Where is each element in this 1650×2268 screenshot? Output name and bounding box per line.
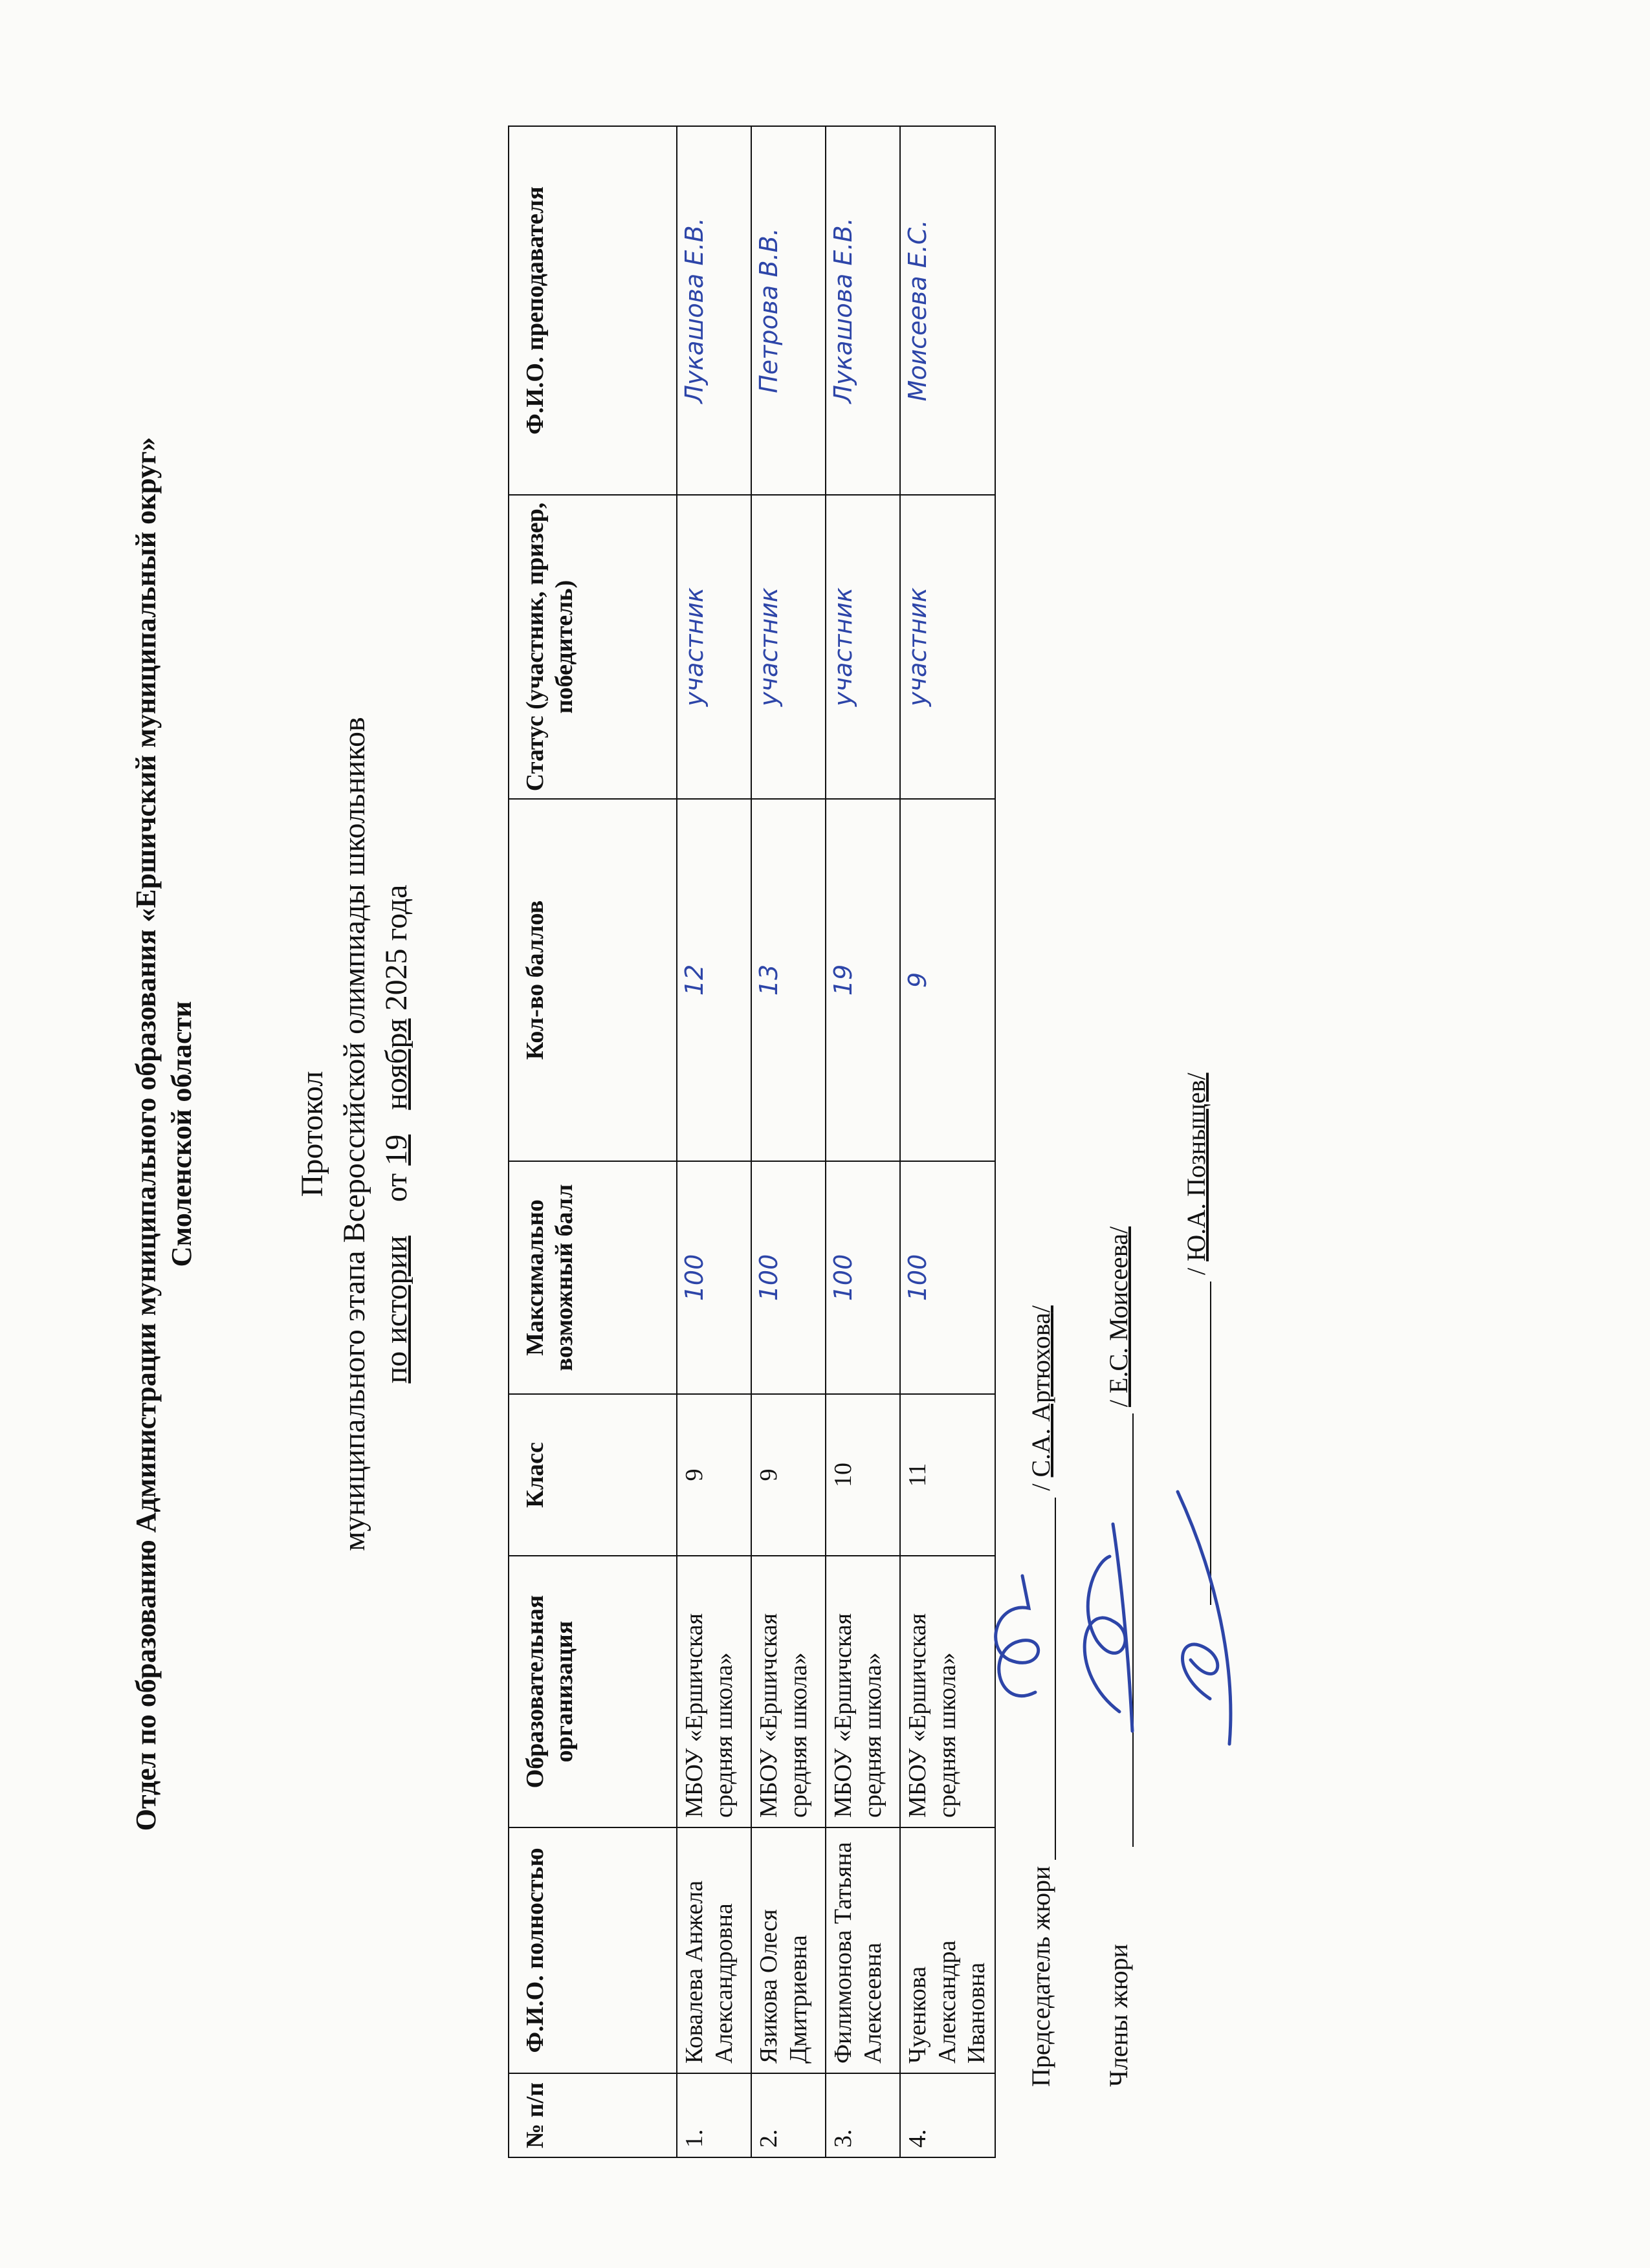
- teacher-name: Лукашова Е.В.: [677, 126, 751, 495]
- protocol-subject-date: [379, 0, 414, 2268]
- row-number: 2.: [751, 2073, 826, 2157]
- row-number: 4.: [900, 2073, 995, 2157]
- member2-signature-row: / Ю.А. Позныщев/: [1181, 1073, 1211, 1605]
- grade: 11: [900, 1394, 995, 1556]
- status: участник: [751, 495, 826, 799]
- grade: 9: [677, 1394, 751, 1556]
- teacher-name: Лукашова Е.В.: [826, 126, 900, 495]
- col-header-status: Статус (участник, призер, победитель): [509, 495, 677, 799]
- school-name: МБОУ «Ершичская средняя школа»: [751, 1556, 826, 1827]
- results-table: [508, 125, 996, 2158]
- status: участник: [826, 495, 900, 799]
- student-name: Чуенкова Александра Ивановна: [900, 1827, 995, 2073]
- protocol-subtitle: муниципального этапа Всероссийской олимпиады школьников: [337, 717, 371, 1551]
- date-prefix: от: [379, 1173, 413, 1203]
- score: 9: [900, 799, 995, 1161]
- header-line-2: Смоленской области: [166, 1001, 197, 1267]
- chair-signature-row: Председатель жюри / С.А. Артюхова/: [1026, 1305, 1055, 2087]
- grade: 9: [751, 1394, 826, 1556]
- member1-signature-row: Члены жюри / Е.С. Моисеева/: [1104, 1226, 1133, 2087]
- handwritten-signatures: [958, 1459, 1262, 1770]
- col-header-grade: Класс: [509, 1394, 677, 1556]
- col-header-max-score: Максимально возможный балл: [509, 1161, 677, 1394]
- row-number: 3.: [826, 2073, 900, 2157]
- score: 19: [826, 799, 900, 1161]
- table-row: [751, 126, 826, 2157]
- subject: по истории: [379, 1236, 413, 1384]
- school-name: МБОУ «Ершичская средняя школа»: [900, 1556, 995, 1827]
- table-row: [826, 126, 900, 2157]
- protocol-title: Протокол: [295, 1071, 329, 1197]
- date-day: 19: [379, 1134, 413, 1166]
- teacher-name: Моисеева Е.С.: [900, 126, 995, 495]
- row-number: 1.: [677, 2073, 751, 2157]
- status: участник: [900, 495, 995, 799]
- chair-label: Председатель жюри: [1026, 1866, 1055, 2087]
- col-header-score: Кол-во баллов: [509, 799, 677, 1161]
- members-label: Члены жюри: [1104, 1944, 1133, 2087]
- date-year: 2025 года: [379, 884, 413, 1011]
- max-score: 100: [900, 1161, 995, 1394]
- member1-name: Е.С. Моисеева: [1104, 1234, 1133, 1393]
- max-score: 100: [751, 1161, 826, 1394]
- school-name: МБОУ «Ершичская средняя школа»: [677, 1556, 751, 1827]
- header-line-1: Отдел по образованию Администрации муниципального образования «Ершичский муниципальный округ»: [130, 437, 162, 1831]
- student-name: Язикова Олеся Дмитриевна: [751, 1827, 826, 2073]
- teacher-name: Петрова В.В.: [751, 126, 826, 495]
- student-name: Филимонова Татьяна Алексеевна: [826, 1827, 900, 2073]
- score: 12: [677, 799, 751, 1161]
- status: участник: [677, 495, 751, 799]
- col-header-organization: Образовательная организация: [509, 1556, 677, 1827]
- school-name: МБОУ «Ершичская средняя школа»: [826, 1556, 900, 1827]
- table-row: [900, 126, 995, 2157]
- table-header-row: [509, 126, 677, 2157]
- max-score: 100: [677, 1161, 751, 1394]
- member2-name: Ю.А. Позныщев: [1182, 1080, 1211, 1261]
- score: 13: [751, 799, 826, 1161]
- col-header-number: № п/п: [509, 2073, 677, 2157]
- table-row: [677, 126, 751, 2157]
- student-name: Ковалева Анжела Александровна: [677, 1827, 751, 2073]
- max-score: 100: [826, 1161, 900, 1394]
- date-month: ноября: [379, 1018, 413, 1110]
- col-header-full-name: Ф.И.О. полностью: [509, 1827, 677, 2073]
- chair-name: С.А. Артюхова: [1026, 1313, 1055, 1477]
- col-header-teacher: Ф.И.О. преподавателя: [509, 126, 677, 495]
- grade: 10: [826, 1394, 900, 1556]
